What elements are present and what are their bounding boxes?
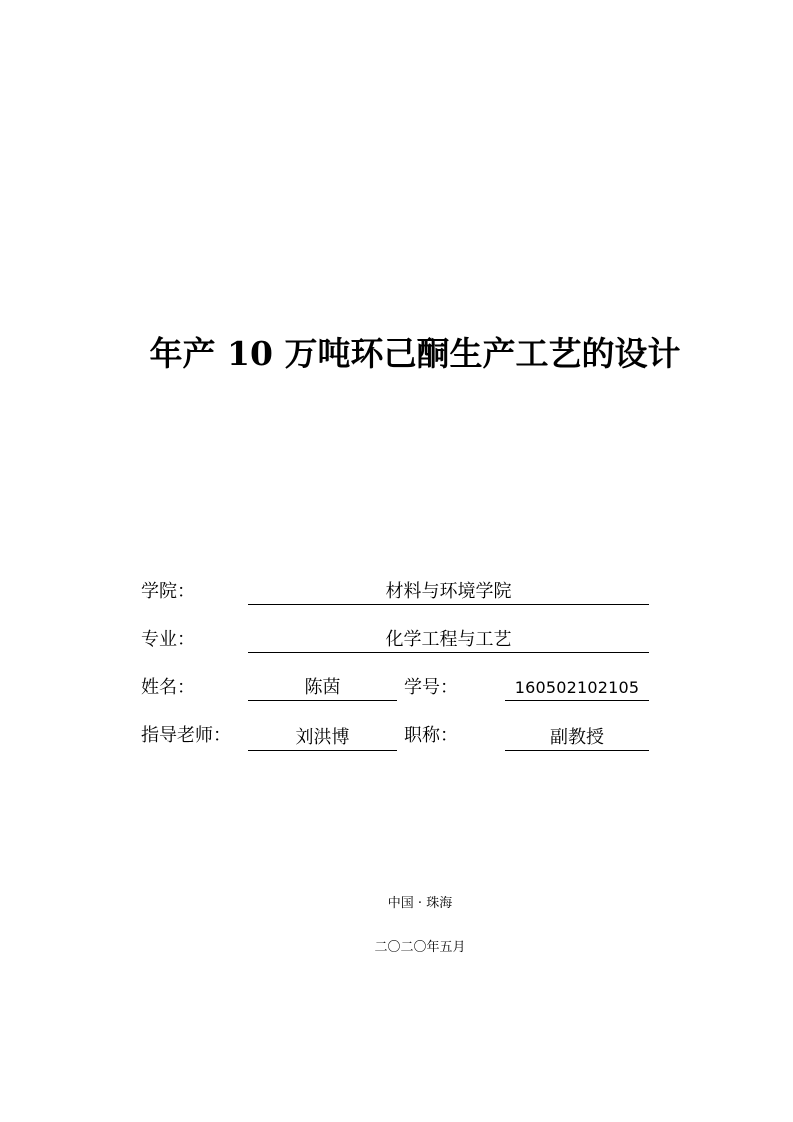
advisor-value: 刘洪博 <box>248 725 397 751</box>
advisor-title-label: 职称： <box>404 725 458 746</box>
major-label: 专业： <box>141 629 195 650</box>
student-id-label: 学号： <box>404 677 458 698</box>
thesis-title: 年产 10 万吨环己酮生产工艺的设计 <box>149 334 681 373</box>
advisor-label: 指导老师： <box>141 725 231 746</box>
college-value: 材料与环境学院 <box>248 579 649 605</box>
name-label: 姓名： <box>141 677 195 698</box>
student-id-value: 160502102105 <box>505 675 649 701</box>
name-value: 陈茵 <box>248 675 397 701</box>
major-row <box>0 627 793 661</box>
college-label: 学院： <box>141 581 195 602</box>
advisor-row <box>0 723 793 757</box>
name-row <box>0 675 793 709</box>
college-row <box>0 579 793 613</box>
major-value: 化学工程与工艺 <box>248 627 649 653</box>
advisor-title-value: 副教授 <box>505 725 649 751</box>
date-text: 二〇二〇年五月 <box>374 940 466 955</box>
location-text: 中国 · 珠海 <box>387 896 453 911</box>
